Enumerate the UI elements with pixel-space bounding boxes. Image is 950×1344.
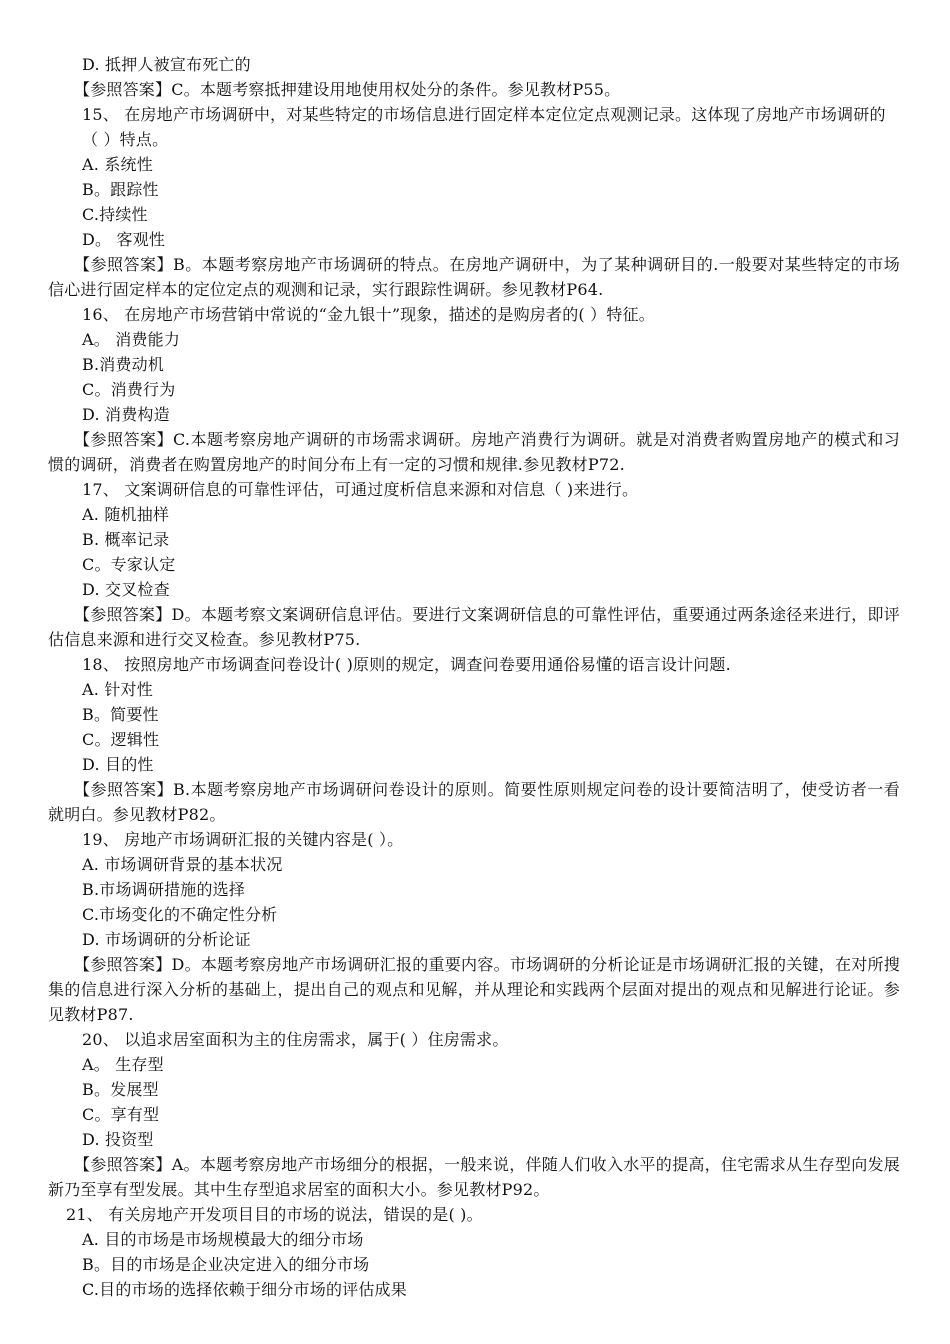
option-line: C。享有型 <box>82 1105 160 1124</box>
option-line: A。 生存型 <box>82 1055 164 1074</box>
option-line: B. 概率记录 <box>82 530 170 549</box>
option-line: B。简要性 <box>82 705 159 724</box>
answer-paragraph: 【参照答案】A。本题考察房地产市场细分的根据，一般来说，伴随人们收入水平的提高，住宅需求从生存型向发展新乃至享有型发展。其中生存型追求居室的面积大小。参见教材P92。 <box>48 1155 900 1199</box>
option-line: B。发展型 <box>82 1080 159 1099</box>
question-line: 19、 房地产市场调研汇报的关键内容是( ）。 <box>82 830 404 849</box>
answer-paragraph: 【参照答案】B。本题考察房地产市场调研的特点。在房地产调研中，为了某种调研目的.一般要对某些特定的市场信心进行固定样本的定位定点的观测和记录，实行跟踪性调研。参见教材P64. <box>48 255 900 299</box>
option-line: D. 目的性 <box>82 755 154 774</box>
option-line: A. 系统性 <box>82 155 153 174</box>
option-line: C.目的市场的选择依赖于细分市场的评估成果 <box>82 1280 407 1299</box>
document-page <box>48 52 900 1302</box>
question-line: 21、 有关房地产开发项目目的市场的说法，错误的是( )。 <box>66 1205 483 1224</box>
answer-paragraph: 【参照答案】D。本题考察文案调研信息评估。要进行文案调研信息的可靠性评估，重要通过两条途径来进行，即评估信息来源和进行交叉检查。参见教材P75. <box>48 605 900 649</box>
question-line: 17、 文案调研信息的可靠性评估，可通过度析信息来源和对信息（ )来进行。 <box>82 480 639 499</box>
option-line: D. 市场调研的分析论证 <box>82 930 251 949</box>
option-line: D. 交叉检查 <box>82 580 170 599</box>
option-line: D. 消费构造 <box>82 405 170 424</box>
option-line: D. 抵押人被宣布死亡的 <box>82 55 251 74</box>
answer-paragraph: 【参照答案】B.本题考察房地产市场调研问卷设计的原则。简要性原则规定问卷的设计要简洁明了，使受访者一看就明白。参见教材P82。 <box>48 780 900 824</box>
answer-paragraph: 【参照答案】C。本题考察抵押建设用地使用权处分的条件。参见教材P55。 <box>74 80 621 99</box>
question-line: 15、 在房地产市场调研中，对某些特定的市场信息进行固定样本定位定点观测记录。这体现了房地产市场调研的（ ）特点。 <box>82 105 886 149</box>
option-line: A. 市场调研背景的基本状况 <box>82 855 283 874</box>
answer-paragraph: 【参照答案】C.本题考察房地产调研的市场需求调研。房地产消费行为调研。就是对消费者购置房地产的模式和习惯的调研，消费者在购置房地产的时间分布上有一定的习惯和规律.参见教材P72. <box>48 430 900 474</box>
option-line: D。 客观性 <box>82 230 166 249</box>
option-line: C。消费行为 <box>82 380 176 399</box>
option-line: B.市场调研措施的选择 <box>82 880 246 899</box>
option-line: C。逻辑性 <box>82 730 160 749</box>
option-line: A。 消费能力 <box>82 330 181 349</box>
question-line: 20、 以追求居室面积为主的住房需求，属于( ）住房需求。 <box>82 1030 509 1049</box>
option-line: D. 投资型 <box>82 1130 154 1149</box>
option-line: C.持续性 <box>82 205 148 224</box>
option-line: B。目的市场是企业决定进入的细分市场 <box>82 1255 370 1274</box>
answer-paragraph: 【参照答案】D。本题考察房地产市场调研汇报的重要内容。市场调研的分析论证是市场调研汇报的关键，在对所搜集的信息进行深入分析的基础上，提出自己的观点和见解，并从理论和实践两个层面对提出的观点和见解进行论证。参见教材P87. <box>48 955 900 1024</box>
option-line: A. 目的市场是市场规模最大的细分市场 <box>82 1230 364 1249</box>
option-line: A. 针对性 <box>82 680 153 699</box>
option-line: B.消费动机 <box>82 355 165 374</box>
option-line: C。专家认定 <box>82 555 176 574</box>
question-line: 18、 按照房地产市场调查问卷设计( )原则的规定，调查问卷要用通俗易懂的语言设计问题. <box>82 655 731 674</box>
option-line: B。跟踪性 <box>82 180 159 199</box>
option-line: C.市场变化的不确定性分析 <box>82 905 278 924</box>
question-line: 16、 在房地产市场营销中常说的“金九银十”现象，描述的是购房者的( ）特征。 <box>82 305 655 324</box>
option-line: A. 随机抽样 <box>82 505 170 524</box>
